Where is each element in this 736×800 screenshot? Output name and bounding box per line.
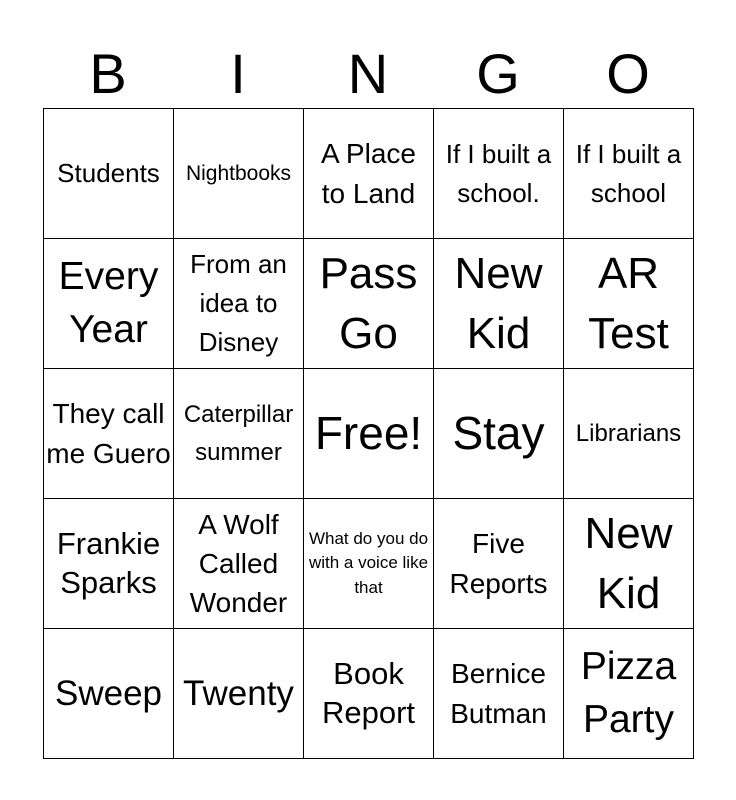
cell-text: Twenty (183, 673, 294, 713)
cell-text: Librarians (575, 419, 682, 447)
bingo-cell[interactable] (304, 369, 434, 499)
bingo-cell[interactable] (304, 109, 434, 239)
cell-text: New Kid (454, 249, 543, 358)
cell-text: Sweep (54, 673, 163, 713)
cell-text: A Wolf Called Wonder (189, 508, 288, 619)
bingo-cell[interactable] (44, 239, 174, 369)
bingo-cell[interactable] (564, 239, 694, 369)
cell-text: Five Reports (449, 528, 548, 599)
bingo-cell[interactable] (174, 239, 304, 369)
bingo-cell[interactable] (174, 629, 304, 759)
bingo-header (43, 40, 693, 108)
bingo-cell[interactable] (564, 109, 694, 239)
bingo-cell[interactable] (434, 369, 564, 499)
cell-text: Nightbooks (185, 161, 292, 185)
bingo-cell[interactable] (174, 109, 304, 239)
bingo-cell[interactable] (434, 239, 564, 369)
bingo-cell[interactable] (44, 629, 174, 759)
cell-text: Pizza Party (580, 644, 677, 741)
bingo-cell[interactable] (564, 369, 694, 499)
cell-text: If I built a school. (445, 138, 552, 208)
cell-text: What do you do with a voice like that (308, 528, 429, 597)
cell-text: Bernice Butman (450, 658, 547, 729)
header-letter-g: G (476, 42, 520, 105)
bingo-cell[interactable] (44, 109, 174, 239)
bingo-cell[interactable] (44, 369, 174, 499)
bingo-cell[interactable] (434, 109, 564, 239)
bingo-cell[interactable] (174, 369, 304, 499)
cell-text: Frankie Sparks (56, 525, 161, 600)
cell-text: Pass Go (319, 249, 418, 358)
cell-text: New Kid (584, 509, 673, 618)
bingo-cell[interactable] (304, 239, 434, 369)
cell-text: Every Year (58, 254, 159, 351)
header-letter-n: N (347, 42, 389, 105)
bingo-cell[interactable] (434, 629, 564, 759)
cell-text: Book Report (321, 655, 416, 730)
bingo-cell[interactable] (44, 499, 174, 629)
bingo-cell[interactable] (304, 629, 434, 759)
cell-text: Free! (314, 406, 423, 459)
bingo-cell[interactable] (304, 499, 434, 629)
cell-text: If I built a school (575, 138, 682, 208)
cell-text: A Place to Land (321, 138, 416, 209)
bingo-card (43, 108, 694, 759)
cell-text: Students (57, 158, 160, 188)
cell-text: AR Test (588, 249, 669, 358)
cell-text: Caterpillar summer (183, 401, 294, 466)
header-letter-o: O (606, 42, 650, 105)
bingo-cell[interactable] (174, 499, 304, 629)
header-letter-i: I (230, 42, 246, 105)
bingo-cell[interactable] (434, 499, 564, 629)
bingo-cell[interactable] (564, 629, 694, 759)
cell-text: They call me Guero (46, 398, 171, 469)
header-letter-b: B (89, 42, 127, 105)
bingo-cell[interactable] (564, 499, 694, 629)
cell-text: From an idea to Disney (190, 249, 287, 357)
cell-text: Stay (452, 406, 545, 459)
